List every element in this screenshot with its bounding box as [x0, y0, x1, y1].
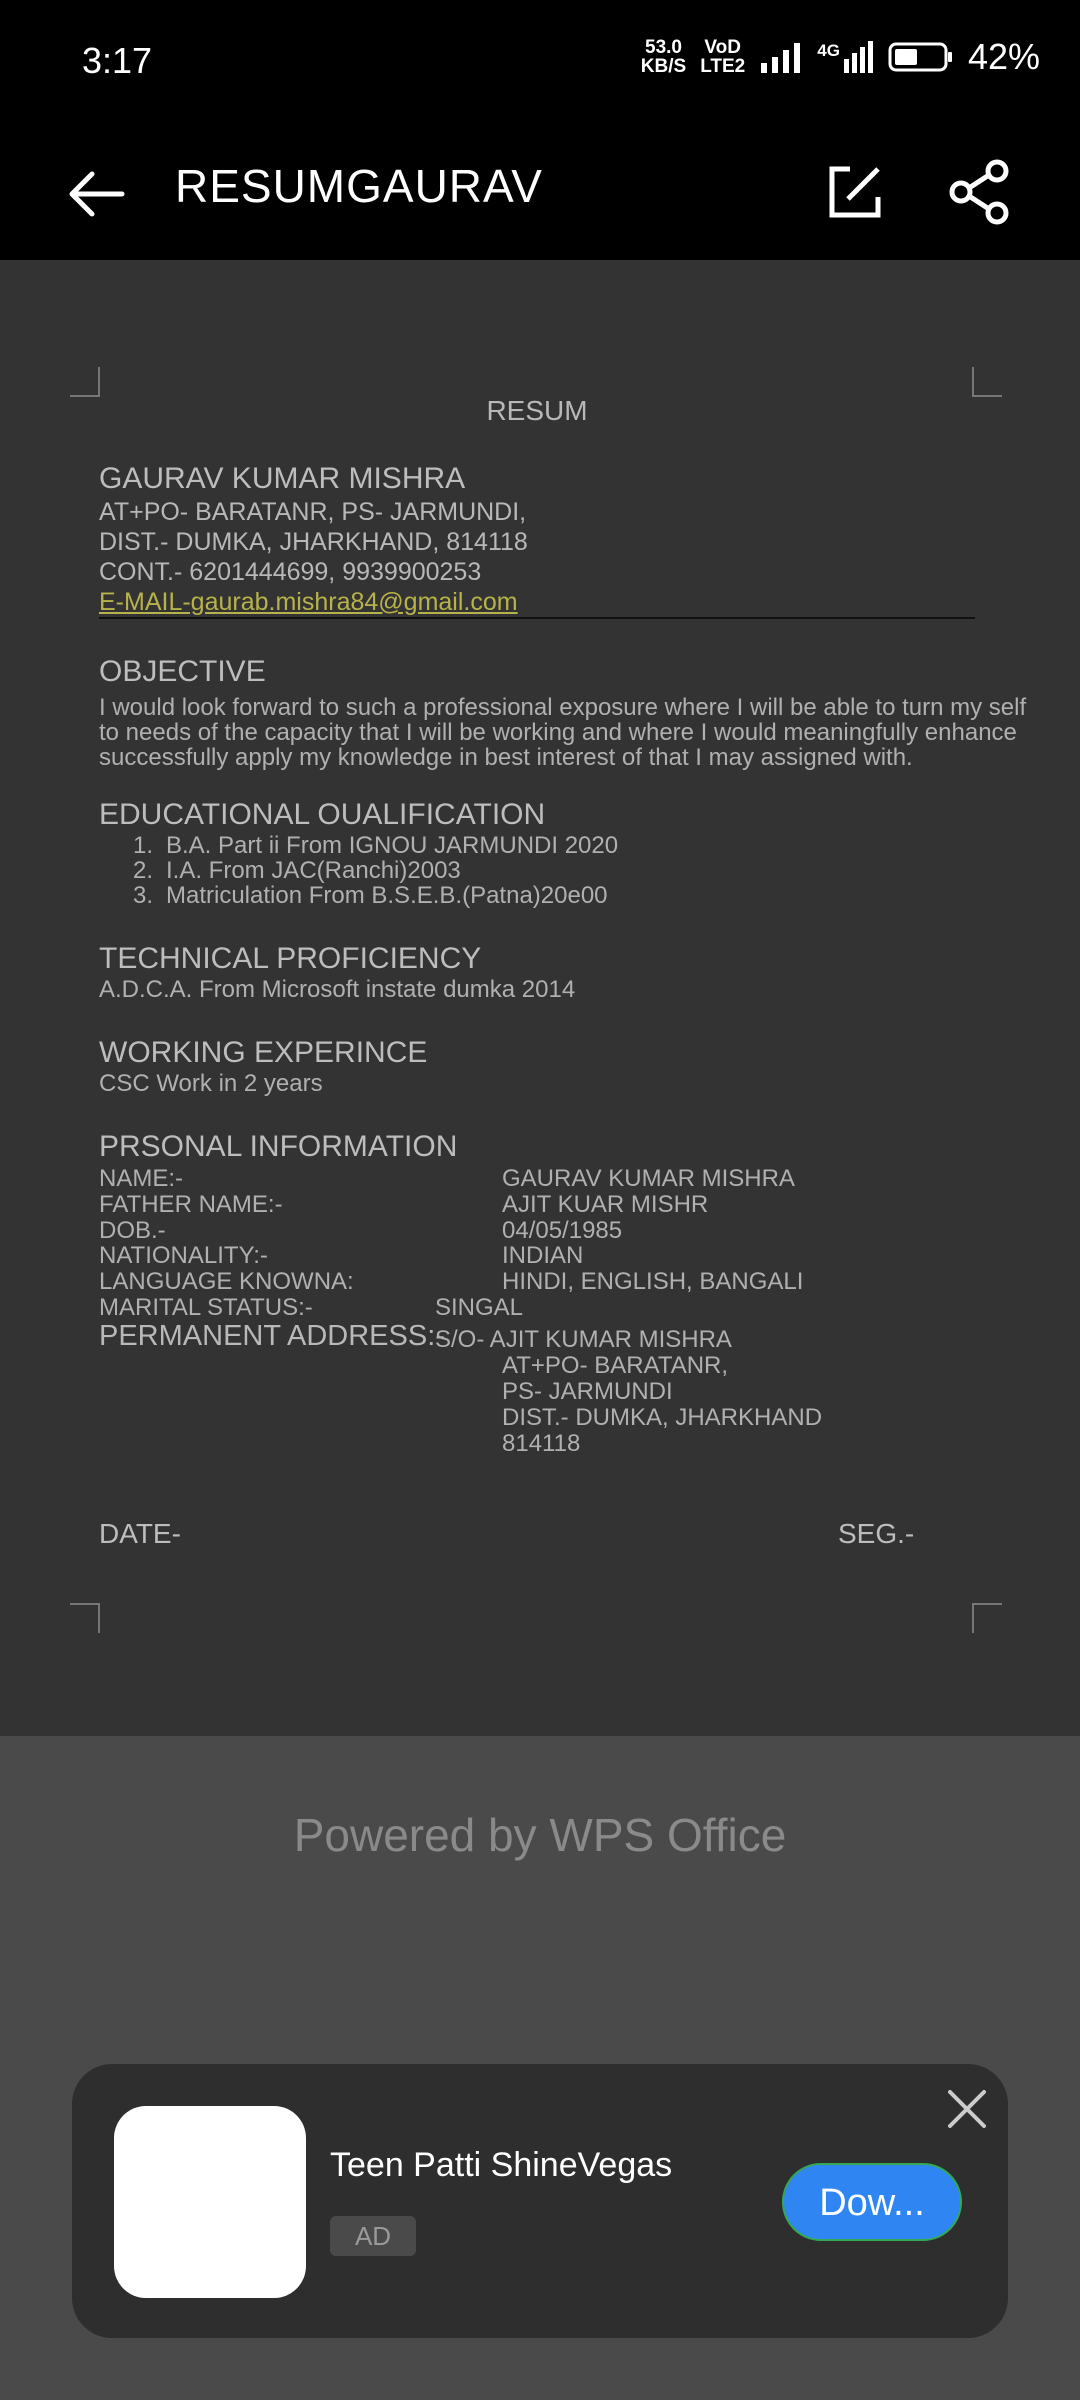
personal-label: MARITAL STATUS:- [99, 1294, 313, 1321]
app-bar [0, 125, 1080, 260]
signature-label: SEG.- [838, 1518, 915, 1549]
page-corner-mark [70, 367, 100, 397]
permanent-address-line: S/O- AJIT KUMAR MISHRA [435, 1326, 732, 1353]
page-corner-mark [70, 1603, 100, 1633]
personal-label: DOB.- [99, 1217, 166, 1244]
status-bar [0, 0, 1080, 125]
permanent-address-label: PERMANENT ADDRESS:- [99, 1320, 445, 1352]
document-title: RESUMGAURAV [175, 160, 543, 212]
ad-download-button[interactable]: Dow... [782, 2163, 962, 2241]
permanent-address-line: 814118 [502, 1430, 581, 1457]
share-icon[interactable] [945, 157, 1015, 227]
permanent-address-line: AT+PO- BARATANR, [502, 1352, 729, 1379]
back-arrow-icon[interactable] [62, 159, 132, 229]
personal-value: SINGAL [435, 1294, 524, 1321]
work-heading: WORKING EXPERINCE [99, 1036, 428, 1069]
address-line-1: AT+PO- BARATANR, PS- JARMUNDI, [99, 498, 527, 526]
network-type-label: 4G [817, 41, 840, 60]
ad-app-icon[interactable] [114, 2106, 306, 2298]
education-item-number: 1. [133, 832, 154, 859]
close-icon[interactable] [942, 2084, 992, 2134]
personal-label: LANGUAGE KNOWNA: [99, 1268, 354, 1295]
personal-value: GAURAV KUMAR MISHRA [502, 1165, 795, 1192]
network-speed [641, 38, 686, 76]
objective-heading: OBJECTIVE [99, 655, 266, 688]
status-time: 3:17 [82, 40, 153, 81]
speed-value: 53.0 [645, 37, 682, 58]
speed-unit: KB/S [640, 56, 687, 77]
personal-label: NATIONALITY:- [99, 1242, 268, 1269]
personal-value: 04/05/1985 [502, 1217, 623, 1244]
signal-icon-2 [842, 41, 874, 73]
network-type-4g [817, 41, 874, 73]
candidate-name: GAURAV KUMAR MISHRA [99, 462, 466, 495]
technical-heading: TECHNICAL PROFICIENCY [99, 942, 482, 975]
technical-text: A.D.C.A. From Microsoft instate dumka 2014 [99, 976, 576, 1003]
objective-line: successfully apply my knowledge in best interest of that I may assigned with. [99, 744, 913, 771]
battery-percent: 42% [967, 36, 1040, 77]
volte-lte-label: LTE2 [700, 56, 746, 77]
personal-heading: PRSONAL INFORMATION [99, 1130, 458, 1163]
personal-label: NAME:- [99, 1165, 183, 1192]
date-label: DATE- [99, 1518, 181, 1549]
page-corner-mark [972, 1603, 1002, 1633]
volte-indicator [700, 38, 745, 76]
battery-icon [888, 41, 954, 73]
education-heading: EDUCATIONAL OUALIFICATION [99, 798, 546, 831]
permanent-address-line: PS- JARMUNDI [502, 1378, 673, 1405]
objective-line: to needs of the capacity that I will be working and where I would meaningfully enhance [99, 719, 1017, 746]
education-item-number: 3. [133, 882, 154, 909]
status-icons [641, 36, 1040, 78]
powered-by-text: Powered by WPS Office [293, 1809, 787, 1861]
edit-icon[interactable] [820, 157, 890, 227]
page-corner-mark [972, 367, 1002, 397]
education-item-number: 2. [133, 857, 154, 884]
ad-banner[interactable] [72, 2064, 1008, 2338]
work-text: CSC Work in 2 years [99, 1070, 323, 1097]
contact-line: CONT.- 6201444699, 9939900253 [99, 558, 482, 586]
permanent-address-line: DIST.- DUMKA, JHARKHAND [502, 1404, 823, 1431]
personal-value: AJIT KUAR MISHR [502, 1191, 709, 1218]
address-line-2: DIST.- DUMKA, JHARKHAND, 814118 [99, 528, 528, 556]
education-item: B.A. Part ii From IGNOU JARMUNDI 2020 [166, 832, 619, 859]
volte-label: VoD [704, 37, 742, 58]
education-item: I.A. From JAC(Ranchi)2003 [166, 857, 461, 884]
education-item: Matriculation From B.S.E.B.(Patna)20e00 [166, 882, 608, 909]
resume-heading: RESUM [486, 395, 588, 426]
personal-value: HINDI, ENGLISH, BANGALI [502, 1268, 804, 1295]
ad-app-name[interactable]: Teen Patti ShineVegas [330, 2146, 673, 2184]
objective-line: I would look forward to such a professional exposure where I will be able to turn my self [99, 694, 1027, 721]
signal-icon [759, 41, 803, 73]
email-link[interactable]: E-MAIL-gaurab.mishra84@gmail.com [99, 588, 518, 616]
ad-badge: AD [330, 2216, 416, 2256]
personal-value: INDIAN [502, 1242, 584, 1269]
personal-label: FATHER NAME:- [99, 1191, 283, 1218]
header-divider [99, 617, 975, 619]
